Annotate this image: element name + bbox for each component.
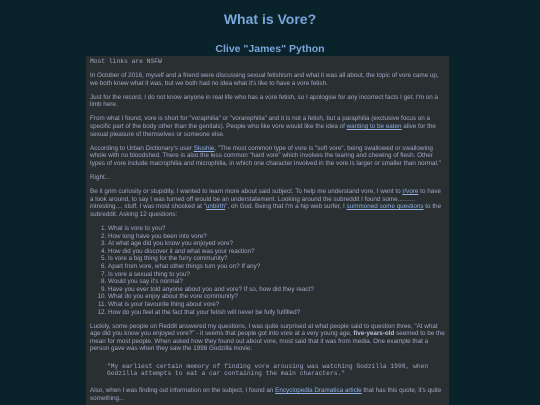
page-subtitle: Clive "James" Python [215,43,325,55]
question-item: 10. What do you enjoy about the vore community? [108,293,445,301]
question-item: 9. Have you ever told anyone about you and vore? If so, how did they react? [108,286,445,294]
page-title: What is Vore? [223,11,317,27]
link-slushie[interactable]: Slushie [193,144,215,152]
text: According to Urban Dictionary's user [90,144,194,152]
question-item: 11. What is your favourite thing about vore? [108,301,445,309]
link-r-vore[interactable]: r/vore [402,188,419,196]
paragraph-disclaimer: Just for the record, I do not know anyone in real life who has a vore fetish, so I apologise for any incorrect facts I get. I'm on a limb here. [90,93,439,109]
blockquote-godzilla: "My earliest certain memory of finding vore arousing was watching Godzilla 1998, when Godzilla attempts to eat a car containing the main characters." [107,362,429,378]
question-item: 5. Is vore a big thing for the furry community? [108,255,445,263]
text: to have a look around, to say I was turned off would be an understatement. Looking around the subreddit I found some.......... intresting.... stuff. I was most shocked at " [90,188,441,211]
question-item: 4. How did you discover it and what was your reaction? [108,248,445,256]
question-item: 6. Apart from vore, what other things turn you on? If any? [108,263,445,271]
question-item: 2. How long have you been into vore? [108,233,445,241]
text: alive for the sexual pleasure of themselves or someone else. [90,123,436,138]
paragraph-intro: In October of 2016, myself and a friend were discussing sexual fetishism and what it was all about, the topic of vore came up, we both knew what it was, but we both had no idea what it's like to have a vore fetish. [90,72,439,87]
question-item: 1. What is vore to you? [108,225,445,233]
question-item: 12. How do you feel at the fact that your fetish will never be fully fulfilled? [108,309,445,317]
link-summoned-questions[interactable]: summoned some questions [346,203,424,211]
text: seemed to be the mean for most people. When asked how they found out about vore, most said that it was from media. One example that a person gave was when they saw the 1998 Godzilla movie; [90,330,445,353]
text: Luckily, some people on Reddit answered my questions, I was quite surprised at what people said to question three, "At what age did you know you enjoyed vore?" - it seems that people got into vore at a very young age, [90,322,438,338]
text: Be it grim curiosity or stupidity, I wanted to learn more about said subject. To help me understand vore, I went to [90,188,403,196]
paragraph-urban-dictionary [90,145,445,168]
text: ", oh God. Being that I'm a hip web surfer, I [225,203,347,211]
nsfw-note: Most links are NSFW [90,58,162,65]
text: From what I found, vore is short for "voraphilia" or "vorarephilia" and it is not a fetish, but a paraphilia (exclusive focus on a specific part of the body other than the genitals). People who like vore would like the idea of [90,115,431,131]
text: Also, when I was finding out information on the subject, I found an [90,387,276,395]
link-wanting-to-be-eaten[interactable]: wanting to be eaten [346,123,402,131]
paragraph-answers [90,323,445,353]
article-body [86,56,449,405]
bold-age: five-years-old [353,330,395,338]
text: that has this quote, it's quite something... [90,387,442,402]
link-encyclopedia-dramatica[interactable]: Encyclopedia Dramatica article [275,387,362,395]
text: , "The most common type of vore is "soft vore", being swallowed or swallowing whole with no bloodshed. There is also the less common "hard vore" which involves the tearing and chewing of flesh. Other types of vore include macrophilia and microphilia, in which one character involved in the vore is larger or smaller than normal." [90,144,441,167]
link-unbirth[interactable]: unbirth [205,203,226,211]
paragraph-encyclopedia [90,387,445,402]
question-item: 7. Is vore a sexual thing to you? [108,271,445,279]
question-item: 3. At what age did you know you enjoyed vore? [108,240,445,248]
questions-list [90,225,445,316]
paragraph-definition [90,115,445,138]
text: to the subreddit. Asking 12 questions: [90,203,442,218]
question-item: 8. Would you say it's normal? [108,278,445,286]
paragraph-right: Right... [90,174,110,182]
paragraph-research [90,188,445,218]
